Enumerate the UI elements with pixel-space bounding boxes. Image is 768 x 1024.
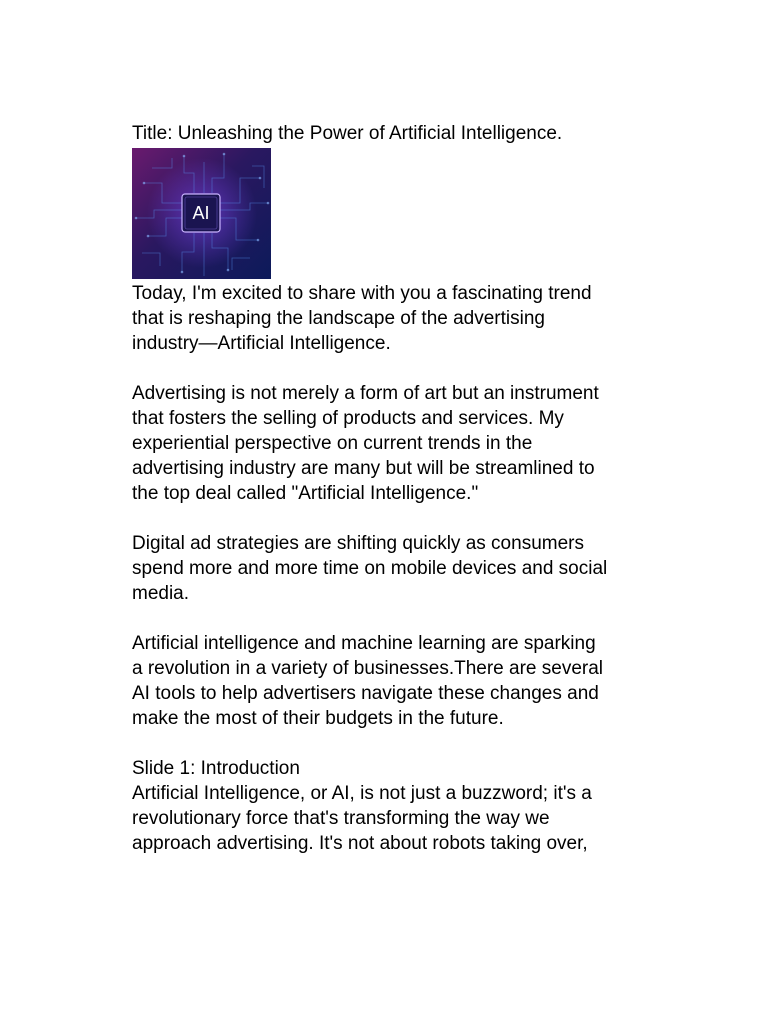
text-line: that is reshaping the landscape of the advertising bbox=[132, 308, 545, 329]
text-line: that fosters the selling of products and services. My bbox=[132, 408, 564, 429]
text-line: Artificial intelligence and machine learning are sparking bbox=[132, 633, 596, 654]
text-line: the top deal called "Artificial Intelligence." bbox=[132, 483, 479, 504]
paragraph-gap bbox=[132, 356, 652, 381]
text-line: Artificial Intelligence, or AI, is not just a buzzword; it's a bbox=[132, 783, 592, 804]
text-line: industry—Artificial Intelligence. bbox=[132, 333, 391, 354]
text-line: Digital ad strategies are shifting quickly as consumers bbox=[132, 533, 584, 554]
paragraph bbox=[132, 381, 652, 506]
paragraph bbox=[132, 631, 652, 731]
text-line: advertising industry are many but will be streamlined to bbox=[132, 458, 595, 479]
text-line: spend more and more time on mobile devices and social bbox=[132, 558, 608, 579]
paragraph bbox=[132, 281, 652, 356]
document-page bbox=[132, 121, 652, 856]
ai-chip-label: AI bbox=[192, 203, 210, 223]
document-body bbox=[132, 281, 652, 856]
paragraph-gap bbox=[132, 506, 652, 531]
text-line: make the most of their budgets in the future. bbox=[132, 708, 504, 729]
text-line: revolutionary force that's transforming the way we bbox=[132, 808, 550, 829]
text-line: AI tools to help advertisers navigate these changes and bbox=[132, 683, 599, 704]
document-title: Title: Unleashing the Power of Artificial Intelligence. bbox=[132, 123, 563, 144]
paragraph-gap bbox=[132, 731, 652, 756]
text-line: Advertising is not merely a form of art but an instrument bbox=[132, 383, 599, 404]
paragraph-gap bbox=[132, 606, 652, 631]
text-line: experiential perspective on current trends in the bbox=[132, 433, 533, 454]
ai-chip-image bbox=[132, 148, 271, 279]
paragraph bbox=[132, 531, 652, 606]
paragraph bbox=[132, 756, 652, 856]
text-line: a revolution in a variety of businesses.There are several bbox=[132, 658, 604, 679]
text-line: Today, I'm excited to share with you a fascinating trend bbox=[132, 283, 592, 304]
text-line: media. bbox=[132, 583, 190, 604]
text-line: approach advertising. It's not about robots taking over, bbox=[132, 833, 588, 854]
text-line: Slide 1: Introduction bbox=[132, 758, 300, 779]
